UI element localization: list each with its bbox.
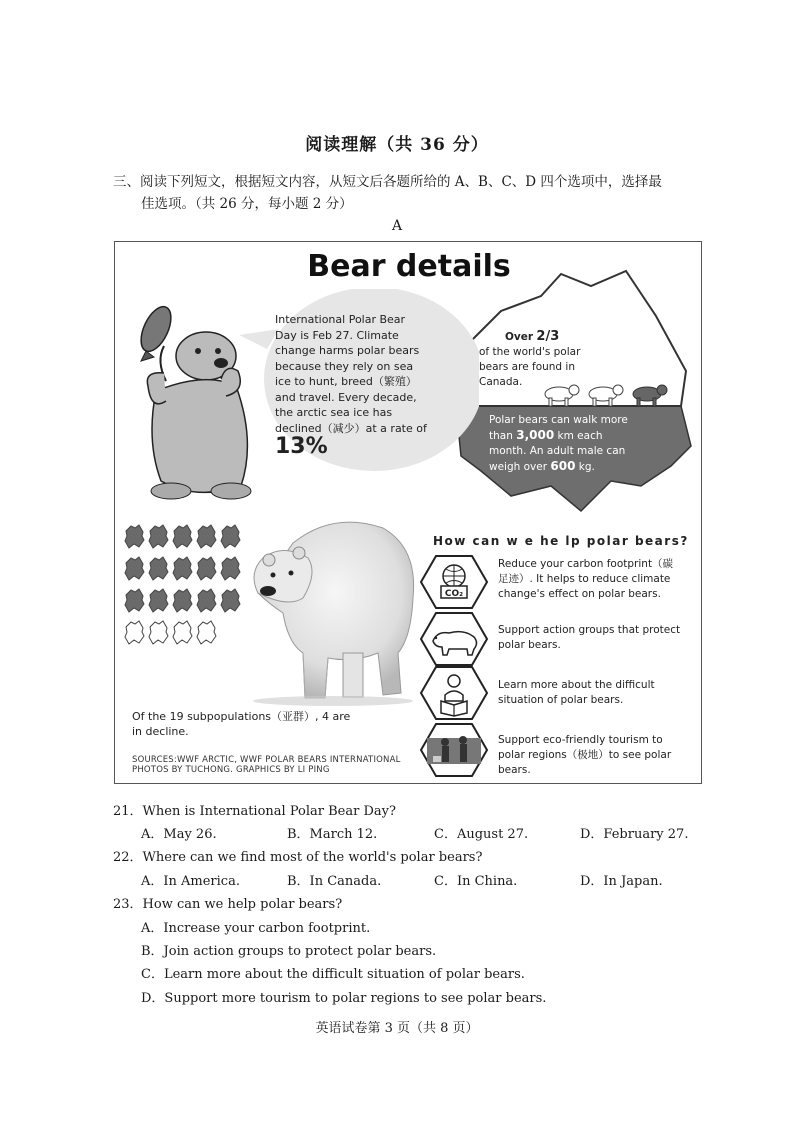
instruction-line-2: 佳选项。（共 26 分，每小题 2 分） xyxy=(141,196,353,212)
canada-fact-line: of the world's polar xyxy=(479,346,581,358)
declining-subpopulation-icon xyxy=(195,619,217,647)
help-item-line: bears. xyxy=(498,764,531,776)
reading-person-icon xyxy=(419,665,489,721)
instruction-line-1: 三、阅读下列短文，根据短文内容，从短文后各题所给的 A、B、C、D 四个选项中，选择最 xyxy=(113,174,662,190)
question-text: Where can we find most of the world's polar bears? xyxy=(142,850,483,865)
option-22-d[interactable]: D．In Japan. xyxy=(580,874,663,889)
walking-fact-line: month. An adult male can xyxy=(489,445,626,457)
tourists-icon xyxy=(419,722,489,778)
bubble-line: International Polar Bear xyxy=(275,313,406,326)
three-bears-icon xyxy=(541,379,681,409)
canada-fact-line: bears are found in xyxy=(479,361,576,373)
help-section-title: How can w e he lp polar bears? xyxy=(433,534,689,548)
sources-credit xyxy=(132,755,401,775)
question-22 xyxy=(113,846,482,865)
question-number: 23． xyxy=(113,897,143,912)
passage-label: A xyxy=(391,218,403,234)
distance-value: 3,000 xyxy=(516,428,555,442)
bubble-line: ice to hunt, breed（繁殖） xyxy=(275,375,417,388)
bubble-line: the arctic sea ice has xyxy=(275,406,393,419)
walking-fact-text: kg. xyxy=(578,461,595,473)
subpopulation-line: Of the 19 subpopulations（亚群）, 4 are xyxy=(132,710,351,723)
co2-globe-icon xyxy=(419,554,489,610)
bubble-line: declined（减少）at a rate of xyxy=(275,421,427,435)
credits-line: PHOTOS BY TUCHONG. GRAPHICS BY LI PING xyxy=(132,765,330,775)
declining-subpopulation-icon xyxy=(147,619,169,647)
help-item-text xyxy=(498,733,698,778)
stable-subpopulation-icon xyxy=(171,523,193,551)
option-21-d[interactable]: D．February 27. xyxy=(580,827,689,842)
two-thirds-fraction: 2/3 xyxy=(536,329,560,344)
option-21-c[interactable]: C．August 27. xyxy=(434,827,529,842)
option-23-c[interactable]: C．Learn more about the difficult situation of polar bears. xyxy=(141,967,525,982)
stable-subpopulation-icon xyxy=(171,587,193,615)
bear-details-poster xyxy=(114,241,702,784)
option-22-c[interactable]: C．In China. xyxy=(434,874,518,889)
walking-fact-text: km each xyxy=(557,430,603,442)
walking-fact-line: Polar bears can walk more xyxy=(489,414,628,426)
bubble-line: and travel. Every decade, xyxy=(275,390,417,404)
canada-fact-line: Canada. xyxy=(479,376,523,388)
declining-subpopulation-icon xyxy=(123,619,145,647)
walking-fact-text: weigh over xyxy=(489,461,548,473)
help-item-line: polar bears. xyxy=(498,639,561,651)
bear-icon xyxy=(419,611,489,667)
help-item-line: Learn more about the difficult xyxy=(498,679,655,691)
subpopulation-grid xyxy=(123,523,248,653)
stable-subpopulation-icon xyxy=(195,555,217,583)
subpopulation-fact xyxy=(132,709,350,739)
stable-subpopulation-icon xyxy=(147,587,169,615)
bubble-line: Day is Feb 27. Climate xyxy=(275,328,399,342)
sources-line: SOURCES:WWF ARCTIC, WWF POLAR BEARS INTERNATIONAL xyxy=(132,755,401,765)
help-item-text xyxy=(498,623,698,653)
walking-fact xyxy=(489,413,628,475)
page-footer: 英语试卷第 3 页（共 8 页） xyxy=(315,1021,479,1036)
section-title: 阅读理解（共 36 分） xyxy=(305,135,489,155)
cartoon-bear-with-fish-icon xyxy=(126,301,276,506)
help-item-line: situation of polar bears. xyxy=(498,694,624,706)
question-text: How can we help polar bears? xyxy=(142,897,343,912)
sea-ice-decline-rate: 13% xyxy=(275,434,328,459)
stable-subpopulation-icon xyxy=(123,587,145,615)
option-23-d[interactable]: D．Support more tourism to polar regions to see polar bears. xyxy=(141,991,547,1006)
question-text: When is International Polar Bear Day? xyxy=(142,804,396,819)
subpopulation-line: in decline. xyxy=(132,725,189,738)
help-item-text xyxy=(498,678,698,708)
bubble-line: because they rely on sea xyxy=(275,359,414,373)
over-label: Over xyxy=(505,331,534,343)
question-number: 21． xyxy=(113,804,143,819)
help-item-line: change's effect on polar bears. xyxy=(498,588,661,600)
stable-subpopulation-icon xyxy=(123,555,145,583)
bubble-text xyxy=(275,312,427,459)
help-item-text xyxy=(498,557,698,602)
option-23-a[interactable]: A．Increase your carbon footprint. xyxy=(141,921,371,936)
stable-subpopulation-icon xyxy=(195,523,217,551)
option-21-a[interactable]: A．May 26. xyxy=(141,827,217,842)
bubble-line: change harms polar bears xyxy=(275,344,420,357)
stable-subpopulation-icon xyxy=(195,587,217,615)
weight-value: 600 xyxy=(550,459,576,473)
polar-bear-photo xyxy=(233,503,423,708)
help-item-line: polar regions（极地）to see polar xyxy=(498,749,672,761)
help-item-line: Support eco-friendly tourism to xyxy=(498,734,663,746)
co2-label: CO₂ xyxy=(444,589,464,599)
stable-subpopulation-icon xyxy=(147,555,169,583)
walking-fact-text: than xyxy=(489,430,513,442)
question-number: 22． xyxy=(113,850,143,865)
stable-subpopulation-icon xyxy=(147,523,169,551)
option-23-b[interactable]: B．Join action groups to protect polar bears. xyxy=(141,944,437,959)
help-item-line: 足迹）. It helps to reduce climate xyxy=(498,573,671,585)
help-item-line: Reduce your carbon footprint（碳 xyxy=(498,558,674,570)
option-21-b[interactable]: B．March 12. xyxy=(287,827,378,842)
option-22-b[interactable]: B．In Canada. xyxy=(287,874,382,889)
declining-subpopulation-icon xyxy=(171,619,193,647)
question-23 xyxy=(113,893,342,912)
question-21 xyxy=(113,800,396,819)
poster-title: Bear details xyxy=(307,249,511,284)
stable-subpopulation-icon xyxy=(171,555,193,583)
option-22-a[interactable]: A．In America. xyxy=(141,874,240,889)
stable-subpopulation-icon xyxy=(123,523,145,551)
help-item-line: Support action groups that protect xyxy=(498,624,681,636)
